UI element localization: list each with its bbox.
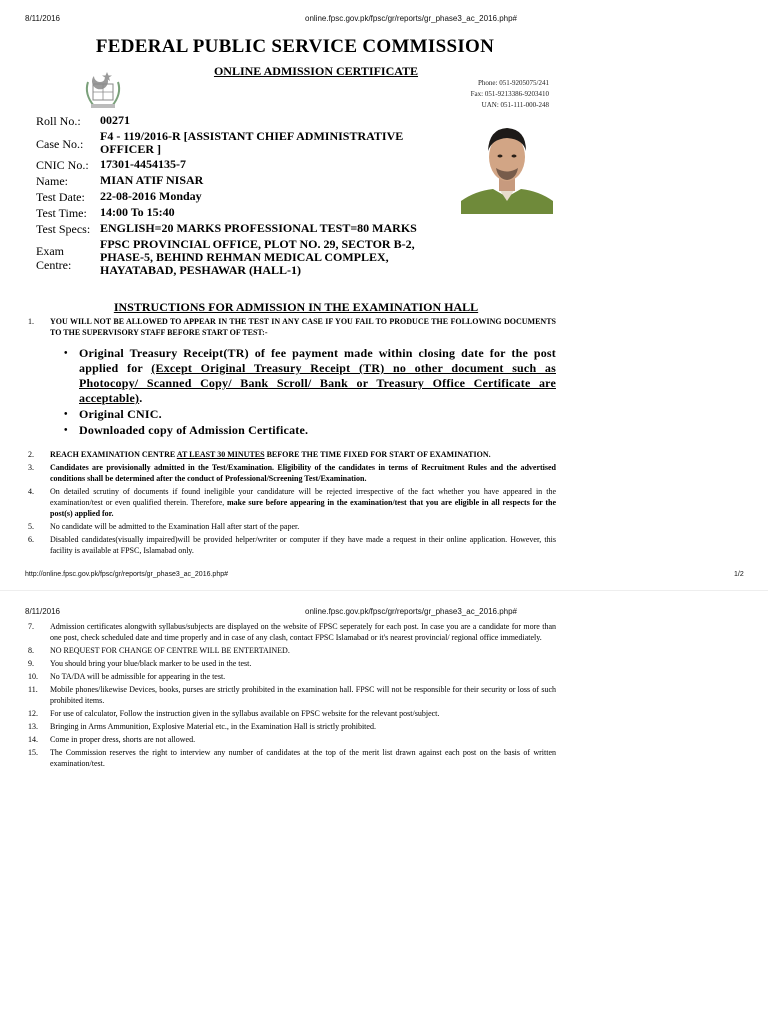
- instruction-7-text: Admission certificates alongwith syllabus/subjects are displayed on the website of FPSC seperately for each post. In case you are a candidate for more than one post, check scheduled date and time properly and in case of any clash, contact FPSC Islamabad or it's nearest provincial/ regional office immediately.: [50, 622, 556, 642]
- instruction-11-text: Mobile phones/likewise Devices, books, purses are strictly prohibited in the examination hall. FPSC will not be responsible for their security or loss of such prohibited items.: [50, 685, 556, 705]
- phone-text: Phone: 051-9205075/241: [478, 79, 549, 87]
- instruction-1: [28, 316, 556, 338]
- print-url-page2: online.fpsc.gov.pk/fpsc/gr/reports/gr_phase3_ac_2016.php#: [305, 607, 517, 616]
- contact-info: [471, 78, 549, 111]
- test-time-value: 14:00 To 15:40: [100, 205, 175, 219]
- case-label: Case No.:: [36, 137, 84, 151]
- instruction-8-text: NO REQUEST FOR CHANGE OF CENTRE WILL BE ENTERTAINED.: [50, 646, 290, 655]
- case-row: [36, 129, 456, 156]
- instruction-9-text: You should bring your blue/black marker to be used in the test.: [50, 659, 252, 668]
- instructions-list-2: [28, 449, 556, 558]
- instruction-5: [28, 521, 556, 532]
- bullet-cnic: • Original CNIC.: [64, 407, 556, 422]
- test-specs-label: Test Specs:: [36, 222, 91, 236]
- bullet-1-text: Original Treasury Receipt(TR) of fee payment made within closing date for the post applied for: [79, 346, 556, 375]
- instruction-3: [28, 462, 556, 484]
- instruction-2: [28, 449, 556, 460]
- print-date: 8/11/2016: [25, 14, 60, 23]
- bullet-1-note: (Except Original Treasury Receipt (TR) no other document such as Photocopy/ Scanned Copy/ Bank Scroll/ Bank or Treasury Office Certificate are acceptable): [79, 361, 556, 405]
- instruction-12-text: For use of calculator, Follow the instruction given in the syllabus available on FPSC website for the relevant post/subject.: [50, 709, 440, 718]
- case-value: F4 - 119/2016-R [ASSISTANT CHIEF ADMINISTRATIVE OFFICER ]: [100, 129, 404, 156]
- instruction-number: 8.: [28, 646, 34, 655]
- instruction-14-text: Come in proper dress, shorts are not allowed.: [50, 735, 196, 744]
- roll-row: [36, 113, 456, 128]
- cnic-row: [36, 157, 456, 172]
- instruction-number: 11.: [28, 685, 38, 694]
- uan-text: UAN: 051-111-000-248: [481, 101, 549, 109]
- instruction-number: 12.: [28, 709, 38, 718]
- print-url: online.fpsc.gov.pk/fpsc/gr/reports/gr_phase3_ac_2016.php#: [305, 14, 517, 23]
- instructions-list-3: [28, 621, 556, 771]
- instruction-7: [28, 621, 556, 643]
- required-documents: [64, 346, 556, 439]
- instruction-number: 9.: [28, 659, 34, 668]
- instruction-number: 7.: [28, 622, 34, 631]
- instruction-4-text: On detailed scrutiny of documents if found ineligible your candidature will be rejected irrespective of the fact whether you have appeared in the examination/test or even qualified therein. Therefore,: [50, 487, 556, 507]
- instruction-number: 3.: [28, 463, 34, 472]
- test-date-label: Test Date:: [36, 190, 85, 204]
- instructions-list-1: [28, 316, 556, 340]
- instruction-3-text: Candidates are provisionally admitted in the Test/Examination. Eligibility of the candidates in terms of Recruitment Rules and the advertised conditions shall be determined after the conduct of Professional/Screening Test/Examination.: [50, 463, 556, 483]
- instruction-10: [28, 671, 556, 682]
- test-date-value: 22-08-2016 Monday: [100, 189, 202, 203]
- instruction-6: [28, 534, 556, 556]
- instruction-15: [28, 747, 556, 769]
- fax-text: Fax: 051-9213386-9203410: [470, 90, 549, 98]
- instruction-number: 1.: [28, 317, 34, 326]
- instruction-number: 5.: [28, 522, 34, 531]
- roll-label: Roll No.:: [36, 114, 81, 128]
- instruction-8: [28, 645, 556, 656]
- page-number: 1/2: [734, 571, 744, 578]
- candidate-photo: [461, 117, 553, 214]
- bullet-3-text: Downloaded copy of Admission Certificate.: [79, 423, 309, 437]
- specs-row: [36, 221, 456, 236]
- fpsc-emblem-icon: [80, 66, 126, 112]
- cnic-label: CNIC No.:: [36, 158, 89, 172]
- exam-centre-value: FPSC PROVINCIAL OFFICE, PLOT NO. 29, SECTOR B-2, PHASE-5, BEHIND REHMAN MEDICAL COMPLEX, HAYATABAD, PESHAWAR (HALL-1): [100, 237, 415, 277]
- instruction-2-text: REACH EXAMINATION CENTRE: [50, 450, 177, 459]
- instruction-11: [28, 684, 556, 706]
- bullet-2-text: Original CNIC.: [79, 407, 162, 421]
- test-time-label: Test Time:: [36, 206, 87, 220]
- time-row: [36, 205, 456, 220]
- instruction-13: [28, 721, 556, 732]
- instruction-15-text: The Commission reserves the right to interview any number of candidates at the top of the merit list drawn against each post on the basis of written examination/test.: [50, 748, 556, 768]
- instruction-number: 6.: [28, 535, 34, 544]
- name-value: MIAN ATIF NISAR: [100, 173, 204, 187]
- instruction-number: 13.: [28, 722, 38, 731]
- centre-row: [36, 237, 456, 277]
- page-title: FEDERAL PUBLIC SERVICE COMMISSION: [95, 36, 495, 57]
- instruction-9: [28, 658, 556, 669]
- bullet-admission-certificate: • Downloaded copy of Admission Certificate.: [64, 423, 556, 438]
- footer-url[interactable]: http://online.fpsc.gov.pk/fpsc/gr/reports/gr_phase3_ac_2016.php#: [25, 571, 229, 578]
- instruction-4: [28, 486, 556, 519]
- instruction-number: 2.: [28, 450, 34, 459]
- instruction-12: [28, 708, 556, 719]
- instruction-5-text: No candidate will be admitted to the Examination Hall after start of the paper.: [50, 522, 300, 531]
- name-label: Name:: [36, 174, 68, 188]
- instruction-number: 14.: [28, 735, 38, 744]
- instruction-1-text: YOU WILL NOT BE ALLOWED TO APPEAR IN THE TEST IN ANY CASE IF YOU FAIL TO PRODUCE THE FOLLOWING DOCUMENTS TO THE SUPERVISORY STAFF BEFORE START OF TEST:-: [50, 317, 556, 337]
- bullet-treasury-receipt: • Original Treasury Receipt(TR) of fee payment made within closing date for the post applied for (Except Original Treasury Receipt (TR) no other document such as Photocopy/ Scanned Copy/ Bank Scroll/ Bank or Treasury Office Certificate are acceptable).: [64, 346, 556, 405]
- instruction-2-text-end: BEFORE THE TIME FIXED FOR START OF EXAMINATION.: [264, 450, 491, 459]
- instruction-14: [28, 734, 556, 745]
- certificate-subtitle: ONLINE ADMISSION CERTIFICATE: [213, 64, 419, 78]
- instruction-2-highlight: AT LEAST 30 MINUTES: [176, 450, 265, 459]
- instruction-10-text: No TA/DA will be admissible for appearing in the test.: [50, 672, 226, 681]
- instruction-4-emphasis: make sure before appearing in the examination/test that you are eligible in all respects for the post(s) applied for.: [50, 498, 557, 518]
- candidate-info: [36, 113, 456, 278]
- cnic-value: 17301-4454135-7: [100, 157, 186, 171]
- instruction-number: 10.: [28, 672, 38, 681]
- instructions-title: INSTRUCTIONS FOR ADMISSION IN THE EXAMINATION HALL: [113, 300, 479, 314]
- name-row: [36, 173, 456, 188]
- exam-centre-label: Exam Centre:: [36, 244, 72, 272]
- test-specs-value: ENGLISH=20 MARKS PROFESSIONAL TEST=80 MARKS: [100, 221, 417, 235]
- instruction-number: 4.: [28, 487, 34, 496]
- instruction-6-text: Disabled candidates(visually impaired)will be provided helper/writer or computer if they have made a request in their online application. However, this facility is available at FPSC, Islamabad only.: [50, 535, 556, 555]
- print-date-page2: 8/11/2016: [25, 607, 60, 616]
- instruction-13-text: Bringing in Arms Ammunition, Explosive Material etc., in the Examination Hall is strictly prohibited.: [50, 722, 376, 731]
- page-break: [0, 590, 768, 591]
- date-row: [36, 189, 456, 204]
- instruction-number: 15.: [28, 748, 38, 757]
- roll-value: 00271: [100, 113, 130, 127]
